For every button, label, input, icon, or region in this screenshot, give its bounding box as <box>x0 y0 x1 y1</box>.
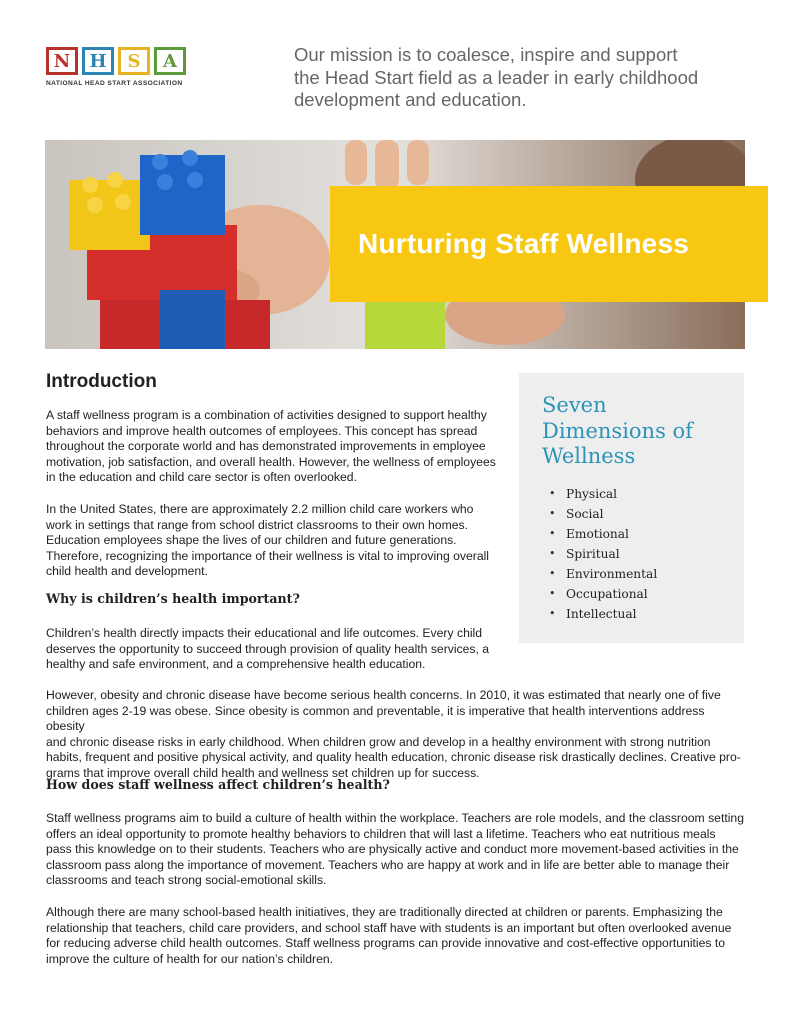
bullet-icon: • <box>549 547 556 560</box>
logo-subtitle: NATIONAL HEAD START ASSOCIATION <box>46 80 183 87</box>
logo-letter-a: A <box>154 47 186 75</box>
mission-statement <box>294 44 754 112</box>
sidebar-title-line: Wellness <box>542 444 636 468</box>
list-item <box>549 604 657 624</box>
logo-letter-h: H <box>82 47 114 75</box>
section2-paragraph-1 <box>46 811 746 889</box>
logo-letter-boxes <box>46 47 206 75</box>
text-line: healthy and safe environment, and a comprehensive health education. <box>46 657 426 672</box>
list-item-label: Social <box>566 507 604 521</box>
text-line: throughout the corporate world and has demonstrated improvements in employee <box>46 439 486 454</box>
sidebar-title-line: Dimensions of <box>542 418 693 443</box>
section1-paragraph-1 <box>46 626 506 673</box>
intro-paragraph-1 <box>46 408 506 486</box>
text-line: behaviors and improve health outcomes of employees. This concept has spread <box>46 423 478 438</box>
text-line: classrooms and teach strong social-emotional skills. <box>46 873 327 888</box>
mission-line: development and education. <box>294 89 527 110</box>
list-item <box>549 524 657 544</box>
bullet-icon: • <box>549 587 556 600</box>
text-line: Although there are many school-based health initiatives, they are traditionally directed at children or parents. Emphasizing the <box>46 905 723 919</box>
text-line: deserves the opportunity to succeed through provision of quality health services, a <box>46 641 490 656</box>
text-line: relationship that teachers, child care providers, and school staff have with students is an important but often overlooked avenue <box>46 920 732 935</box>
text-line: improve the culture of health for our nation’s children. <box>46 951 334 966</box>
text-line: for reducing adverse child health outcomes. Staff wellness programs can provide innovative and cost-effective opportunities to <box>46 936 726 951</box>
text-line: pass this knowledge on to their students. Teachers who are physically active and conduct more movement-based activities in the <box>46 842 739 857</box>
text-line: children ages 2-19 was obese. Since obesity is common and preventable, it is imperative that health interventions address obesity <box>46 703 705 734</box>
section-heading-childrens-health: Why is children’s health important? <box>46 591 300 606</box>
text-line: classroom pass along the importance of movement. Teachers who are happy at work and in life are better able to manage their <box>46 857 730 872</box>
text-line: child health and development. <box>46 564 208 579</box>
section2-paragraph-2 <box>46 905 746 967</box>
list-item-label: Spiritual <box>566 547 620 561</box>
section-heading-staff-wellness: How does staff wellness affect children’s health? <box>46 777 390 792</box>
intro-paragraph-2 <box>46 502 506 580</box>
list-item-label: Physical <box>566 487 618 501</box>
introduction-heading: Introduction <box>46 371 157 392</box>
text-line: Staff wellness programs aim to build a culture of health within the workplace. Teachers are role models, and the classroom setting <box>46 811 744 825</box>
text-line: Therefore, recognizing the importance of their wellness is vital to improving overall <box>46 548 490 563</box>
text-line: However, obesity and chronic disease have become serious health concerns. In 2010, it was estimated that nearly one of five <box>46 688 721 702</box>
sidebar-title-line: Seven <box>542 393 607 417</box>
list-item <box>549 584 657 604</box>
text-line: motivation, job satisfaction, and overall health. However, the wellness of employees <box>46 454 496 469</box>
hero-title-banner <box>330 186 768 302</box>
logo-letter-s: S <box>118 47 150 75</box>
text-line: in the education and child care sector is often overlooked. <box>46 470 357 485</box>
list-item-label: Intellectual <box>566 607 637 621</box>
bullet-icon: • <box>549 567 556 580</box>
nhsa-logo <box>46 47 206 97</box>
logo-letter-n: N <box>46 47 78 75</box>
page-title: Nurturing Staff Wellness <box>358 228 689 259</box>
bullet-icon: • <box>549 507 556 520</box>
mission-line: Our mission is to coalesce, inspire and support <box>294 44 678 65</box>
list-item-label: Emotional <box>566 527 629 541</box>
text-line: A staff wellness program is a combination of activities designed to support healthy <box>46 408 487 422</box>
list-item-label: Environmental <box>566 567 658 581</box>
bullet-icon: • <box>549 527 556 540</box>
list-item <box>549 484 657 504</box>
section1-paragraph-2 <box>46 688 746 782</box>
list-item <box>549 544 657 564</box>
bullet-icon: • <box>549 487 556 500</box>
text-line: habits, frequent and positive physical activity, and quality health education, chronic disease risk drastically declines. Creative pro- <box>46 750 741 765</box>
text-line: Children’s health directly impacts their educational and life outcomes. Every child <box>46 626 483 640</box>
text-line: In the United States, there are approximately 2.2 million child care workers who <box>46 502 474 516</box>
text-line: work in settings that range from school district classrooms to their own homes. <box>46 517 468 532</box>
list-item <box>549 504 657 524</box>
bullet-icon: • <box>549 607 556 620</box>
text-line: Education employees shape the lives of our children and future generations. <box>46 533 457 548</box>
wellness-dimensions-sidebar <box>519 373 744 643</box>
text-line: and chronic disease risks in early childhood. When children grow and develop in a healthy environment with strong nutrition <box>46 734 711 749</box>
text-line: offers an ideal opportunity to promote healthy behaviors to children that will last a lifetime. Teachers who eat nutritious meals <box>46 826 716 841</box>
sidebar-title <box>542 393 732 470</box>
list-item <box>549 564 657 584</box>
list-item-label: Occupational <box>566 587 648 601</box>
mission-line: the Head Start field as a leader in early childhood <box>294 66 699 88</box>
wellness-dimensions-list <box>549 484 657 624</box>
text-line: grams that improve overall child health and wellness set children up for success. <box>46 765 480 780</box>
